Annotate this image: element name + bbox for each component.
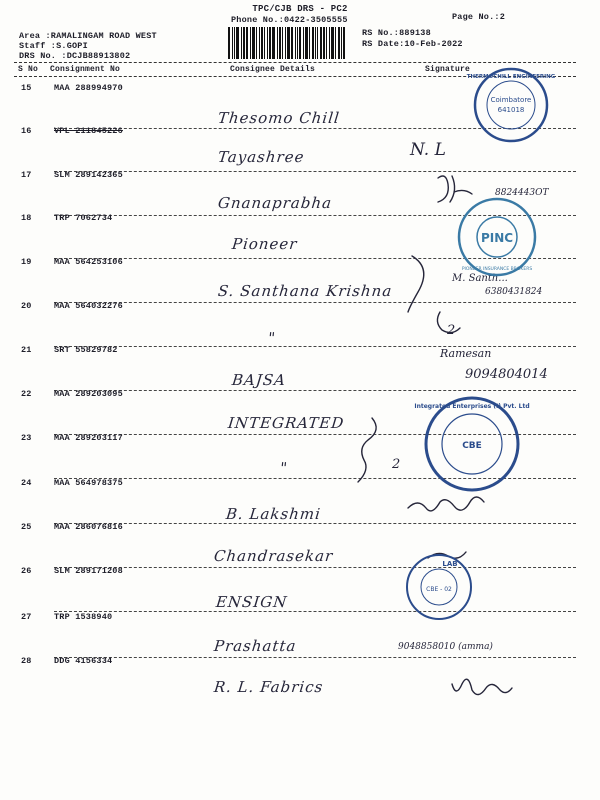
drs-number: DRS No. :DCJB88913802 — [19, 51, 131, 61]
row-sno: 18 — [21, 213, 32, 223]
recipient-signature: N. L — [410, 140, 446, 160]
row-consignment: SLM 289142365 — [54, 170, 123, 180]
row-sno: 26 — [21, 566, 32, 576]
recipient-phone: 8824443OT — [495, 188, 549, 198]
row-consignment: MAA 289203095 — [54, 389, 123, 399]
consignee-name: Tayashree — [217, 148, 306, 166]
consignee-name: Chandrasekar — [213, 547, 335, 565]
row-sno: 17 — [21, 170, 32, 180]
rs-number: RS No.:889138 — [362, 28, 431, 38]
thermochill-stamp — [466, 66, 556, 144]
col-sno: S No — [18, 65, 39, 74]
row-consignment: TRP 1538940 — [54, 612, 113, 622]
row-sno: 25 — [21, 522, 32, 532]
stamp-code: PINC — [480, 231, 514, 245]
ditto-mark: " — [279, 459, 289, 477]
row-sno: 27 — [21, 612, 32, 622]
consignee-name: BAJSA — [231, 371, 287, 389]
consignee-name: Prashatta — [213, 637, 298, 655]
sig-stroke — [408, 497, 484, 511]
row-consignment: DDG 4156334 — [54, 656, 113, 666]
bracket-stroke — [358, 418, 376, 482]
recipient-phone: 9094804014 — [465, 367, 548, 382]
row-consignment: MAA 564032276 — [54, 301, 123, 311]
col-consignment: Consignment No — [50, 65, 121, 74]
recipient-signature: M. Santh... — [452, 273, 508, 284]
recipient-signature: Ramesan — [440, 347, 492, 360]
bracket-stroke — [408, 256, 424, 312]
row-consignment: SRT 55829782 — [54, 345, 118, 355]
row-consignment: MAA 564253106 — [54, 257, 123, 267]
sig-stroke — [438, 176, 472, 202]
quantity-mark: 2 — [447, 323, 456, 338]
recipient-phone: 9048858010 (amma) — [398, 642, 493, 652]
stamp-code: 641018 — [497, 106, 525, 114]
phone-number: Phone No.:0422-3505555 — [231, 15, 348, 25]
consignee-name: Gnanaprabha — [217, 194, 334, 212]
row-sno: 22 — [21, 389, 32, 399]
stamp-city: Coimbatore — [490, 96, 532, 104]
mark-stroke — [437, 312, 460, 333]
row-consignment: MAA 288994970 — [54, 83, 123, 93]
sig-stroke — [452, 679, 512, 694]
stamp-code: CBE - 02 — [426, 586, 452, 593]
row-consignment: MAA 564978375 — [54, 478, 123, 488]
row-sno: 20 — [21, 301, 32, 311]
rs-date: RS Date:10-Feb-2022 — [362, 39, 463, 49]
consignee-name: R. L. Fabrics — [213, 678, 325, 696]
consignee-name: S. Santhana Krishna — [217, 282, 394, 300]
row-sno: 19 — [21, 257, 32, 267]
stamp-name: PIONEER INSURANCE BROKERS — [461, 267, 533, 272]
row-sno: 16 — [21, 126, 32, 136]
row-sno: 21 — [21, 345, 32, 355]
consignee-name: B. Lakshmi — [225, 505, 322, 523]
row-consignment: VPL 211845226 — [54, 126, 123, 136]
consignee-name: Thesomo Chill — [217, 109, 341, 127]
sheet-title: TPC/CJB DRS - PC2 — [252, 4, 348, 14]
recipient-phone: 6380431824 — [485, 287, 543, 297]
consignee-name: Pioneer — [231, 235, 299, 253]
page-number: Page No.:2 — [452, 12, 506, 22]
integrated-stamp — [414, 394, 530, 494]
staff-field: Staff :S.GOPI — [19, 41, 88, 51]
row-sno: 23 — [21, 433, 32, 443]
stamp-name: LAB — [442, 560, 458, 568]
row-sno: 28 — [21, 656, 32, 666]
col-consignee: Consignee Details — [230, 65, 316, 74]
row-consignment: SLM 289171208 — [54, 566, 123, 576]
row-consignment: TRP 7062734 — [54, 213, 113, 223]
stamp-code: CBE — [462, 441, 482, 451]
quantity-mark: 2 — [392, 457, 401, 472]
ditto-mark: " — [267, 329, 277, 347]
stamp-name: Integrated Enterprises (I) Pvt. Ltd — [414, 403, 530, 410]
consignee-name: INTEGRATED — [227, 414, 346, 432]
lab-stamp — [404, 552, 474, 622]
pioneer-stamp — [456, 196, 538, 278]
stamp-name: THERMOCHILL ENGINEERING — [466, 74, 556, 80]
area-field: Area :RAMALINGAM ROAD WEST — [19, 31, 157, 41]
consignee-name: ENSIGN — [215, 593, 289, 611]
row-consignment: MAA 286076816 — [54, 522, 123, 532]
col-signature: Signature — [425, 65, 471, 74]
row-consignment: MAA 289203117 — [54, 433, 123, 443]
row-sno: 15 — [21, 83, 32, 93]
row-sno: 24 — [21, 478, 32, 488]
